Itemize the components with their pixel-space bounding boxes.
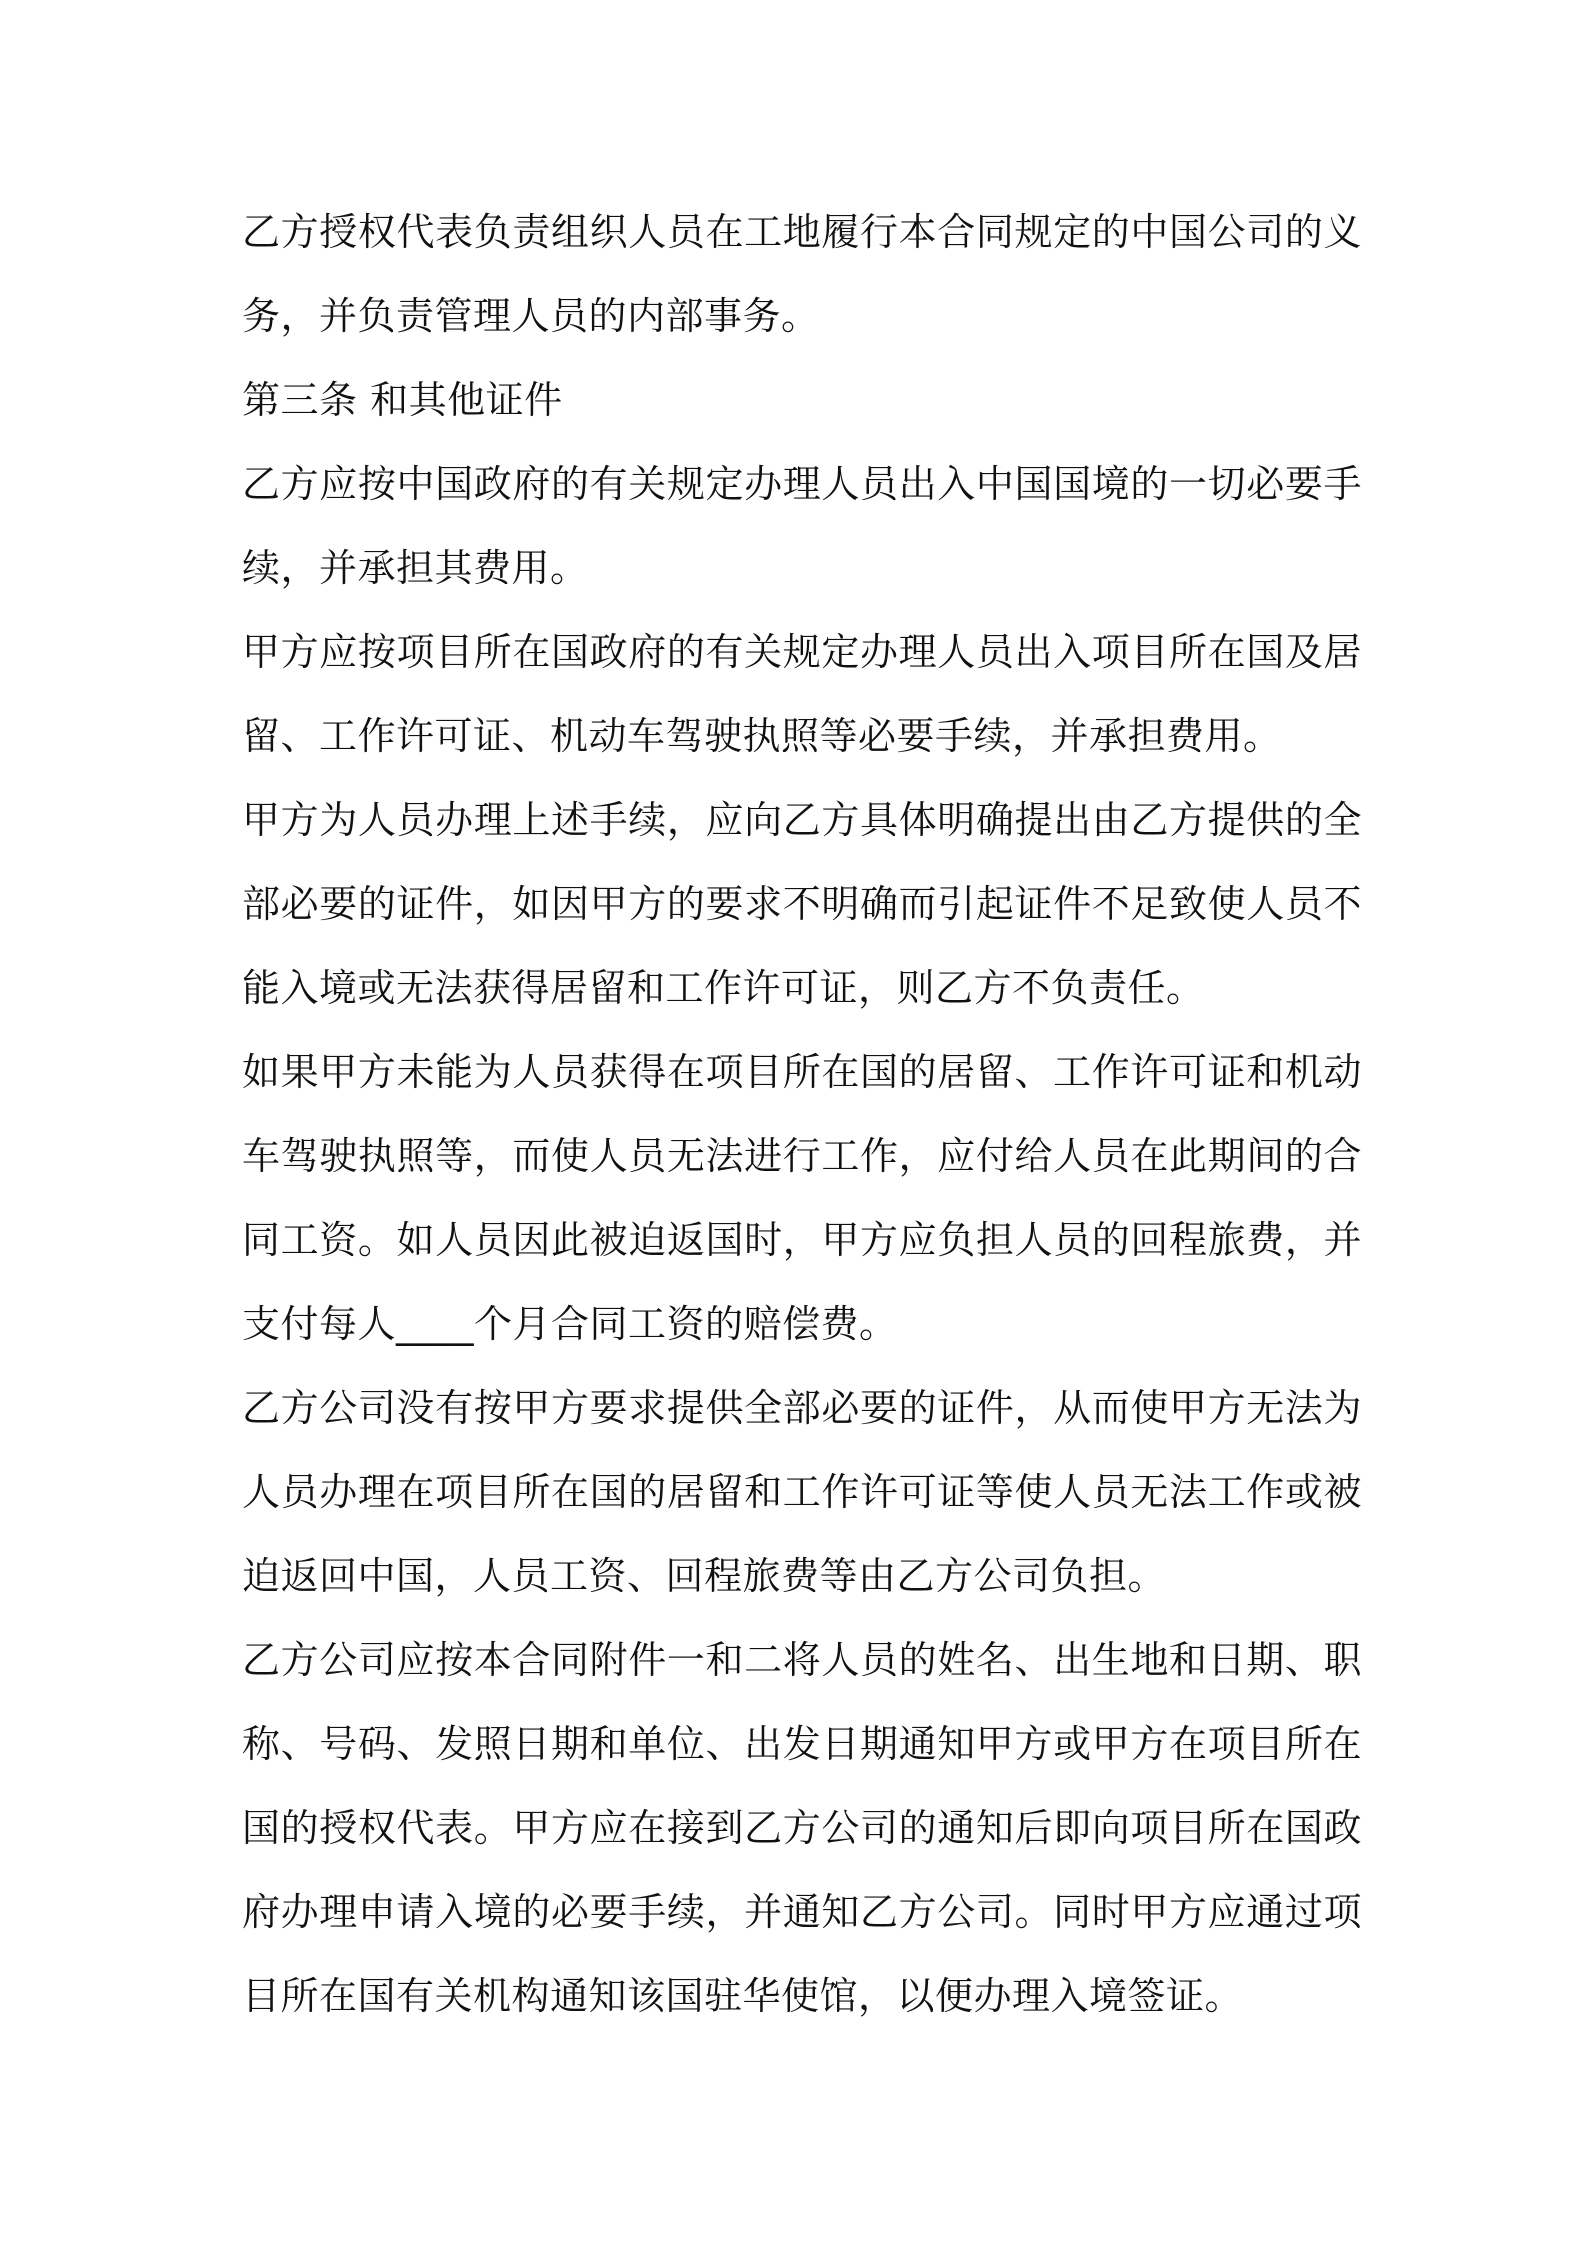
paragraph-china-exit-entry: 乙方应按中国政府的有关规定办理人员出入中国国境的一切必要手续，并承担其费用。 [242, 462, 1362, 590]
paragraph-party-b-document-failure: 乙方公司没有按甲方要求提供全部必要的证件，从而使甲方无法为人员办理在项目所在国的居留和工作许可证等使人员无法工作或被迫返回中国，人员工资、回程旅费等由乙方公司负担。 [242, 1386, 1362, 1598]
paragraph-authorized-representative: 乙方授权代表负责组织人员在工地履行本合同规定的中国公司的义务，并负责管理人员的内部事务。 [242, 210, 1362, 338]
paragraph-permit-failure-compensation: 如果甲方未能为人员获得在项目所在国的居留、工作许可证和机动车驾驶执照等，而使人员无法进行工作，应付给人员在此期间的合同工资。如人员因此被迫返国时，甲方应负担人员的回程旅费，并支付每人____个月合同工资的赔偿费。 [242, 1050, 1362, 1346]
paragraph-required-documents: 甲方为人员办理上述手续，应向乙方具体明确提出由乙方提供的全部必要的证件，如因甲方的要求不明确而引起证件不足致使人员不能入境或无法获得居留和工作许可证，则乙方不负责任。 [242, 798, 1362, 1010]
paragraph-project-country-permits: 甲方应按项目所在国政府的有关规定办理人员出入项目所在国及居留、工作许可证、机动车驾驶执照等必要手续，并承担费用。 [242, 630, 1362, 758]
article-heading: 第三条 和其他证件 [242, 378, 563, 422]
paragraph-notification-procedure: 乙方公司应按本合同附件一和二将人员的姓名、出生地和日期、职称、号码、发照日期和单位、出发日期通知甲方或甲方在项目所在国的授权代表。甲方应在接到乙方公司的通知后即向项目所在国政府办理申请入境的必要手续，并通知乙方公司。同时甲方应通过项目所在国有关机构通知该国驻华使馆，以便办理入境签证。 [242, 1638, 1362, 2018]
document-body [242, 190, 1362, 2038]
